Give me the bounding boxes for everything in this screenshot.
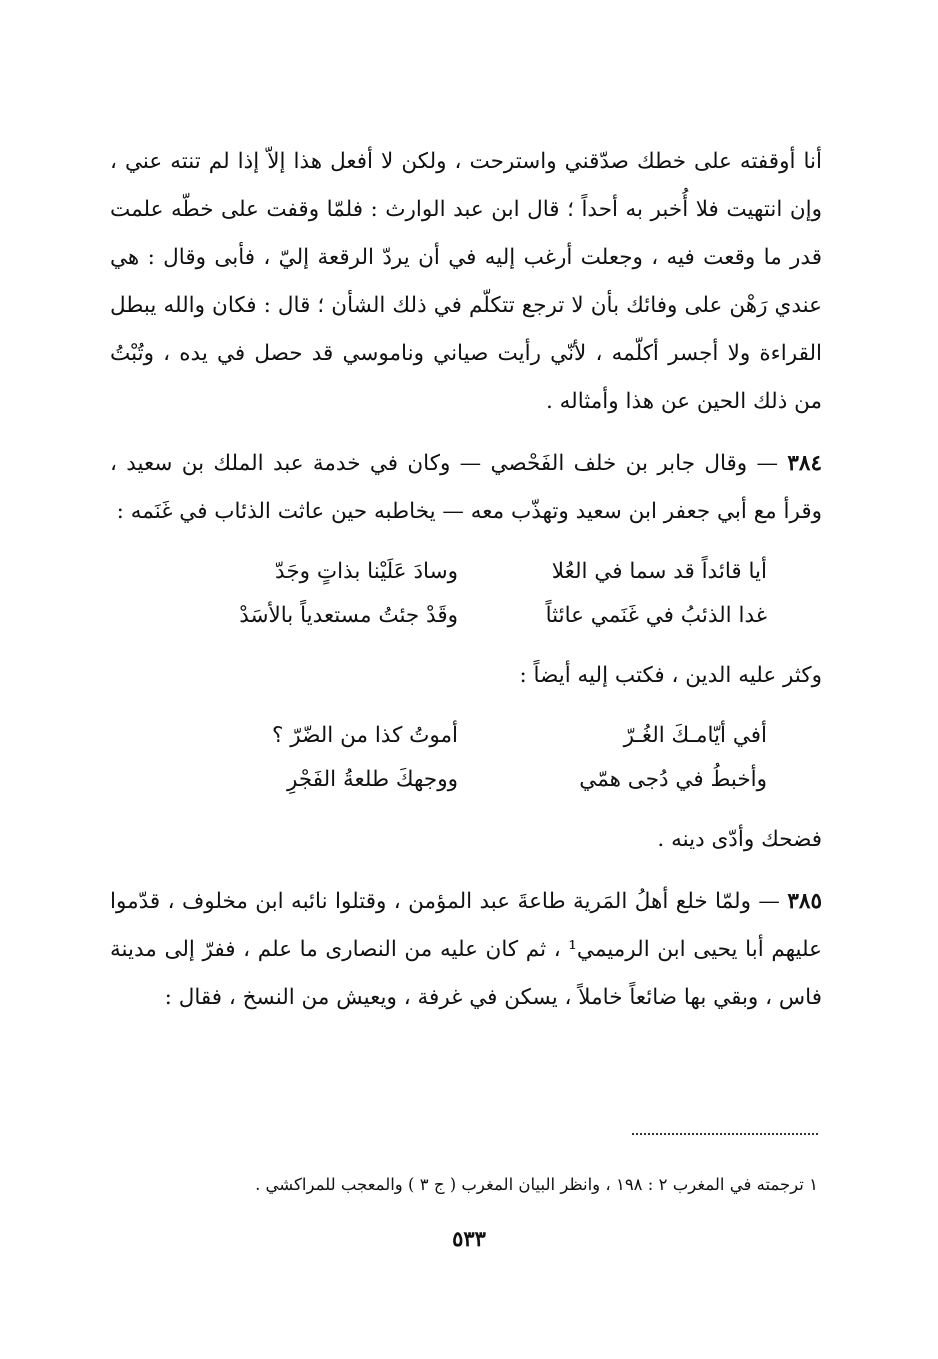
verse-first-hemistich: غدا الذئبُ في غَنَمي عائثاً — [545, 603, 767, 628]
poem-2 — [158, 714, 767, 802]
paragraph-debt: وكثر عليه الدين ، فكتب إليه أيضاً : — [519, 663, 822, 688]
paragraph-385 — [110, 878, 822, 1022]
verse-line — [158, 550, 767, 594]
footnote-separator — [632, 1133, 818, 1135]
verse-second-hemistich: وسادَ عَلَيْنا بذاتٍ وجَدّ — [275, 559, 458, 584]
paragraph-384-text: — وقال جابر بن خلف الفَحْصي — وكان في خدمة عبد الملك بن سعيد ، وقرأ مع أبي جعفر ابن سعيد وتهذّب معه — يخاطبه حين عاثت الذئاب في غَنَمه : — [110, 451, 822, 524]
entry-number-385: ٣٨٥ — [787, 889, 822, 914]
verse-line — [158, 758, 767, 802]
verse-line — [158, 714, 767, 758]
paragraph-laughed: فضحك وأدّى دينه . — [657, 827, 822, 852]
verse-first-hemistich: أفي أيّامـكَ الغُـرّ — [623, 723, 767, 748]
poem-1 — [158, 550, 767, 638]
verse-first-hemistich: وأخبطُ في دُجى همّي — [579, 767, 767, 792]
verse-second-hemistich: ووجهكَ طلعةُ الفَجْرِ — [286, 767, 458, 792]
footnote: ١ ترجمته في المغرب ٢ : ١٩٨ ، وانظر البيان المغرب ( ج ٣ ) والمعجب للمراكشي . — [255, 1175, 818, 1194]
verse-second-hemistich: أموتُ كذا من الضّرّ ؟ — [272, 723, 458, 748]
paragraph-385-text: — ولمّا خلع أهلُ المَرية طاعةَ عبد المؤمن ، وقتلوا نائبه ابن مخلوف ، قدّموا عليهم أبا يحيى ابن الرميمي¹ ، ثم كان عليه من النصارى ما علم ، ففرّ إلى مدينة فاس ، وبقي بها ضائعاً خاملاً ، يسكن في غرفة ، ويعيش من النسخ ، فقال : — [110, 889, 822, 1010]
page-number: ٥٣٣ — [452, 1226, 486, 1251]
entry-number-384: ٣٨٤ — [787, 451, 823, 476]
verse-first-hemistich: أيا قائداً قد سما في العُلا — [551, 559, 767, 584]
verse-second-hemistich: وقَدْ جئتُ مستعدياً بالأسَدْ — [239, 603, 458, 628]
paragraph-384 — [110, 440, 822, 536]
paragraph-continuation: أنا أوقفته على خطك صدّقني واسترحت ، ولكن لا أفعل هذا إلاّ إذا لم تنته عني ، وإن انتهيت فلا أُخبر به أحداً ؛ قال ابن عبد الوارث : فلمّا وقفت على خطّه علمت قدر ما وقعت فيه ، وجعلت أرغب إليه في أن يردّ الرقعة إليّ ، فأبى وقال : هي عندي رَهْن على وفائك بأن لا ترجع تتكلّم في ذلك الشأن ؛ قال : فكان والله يبطل القراءة ولا أجسر أكلّمه ، لأنّي رأيت صياني وناموسي قد حصل في يده ، وتُبْتُ من ذلك الحين عن هذا وأمثاله . — [110, 149, 822, 414]
page-body — [110, 138, 822, 1022]
verse-line — [158, 594, 767, 638]
